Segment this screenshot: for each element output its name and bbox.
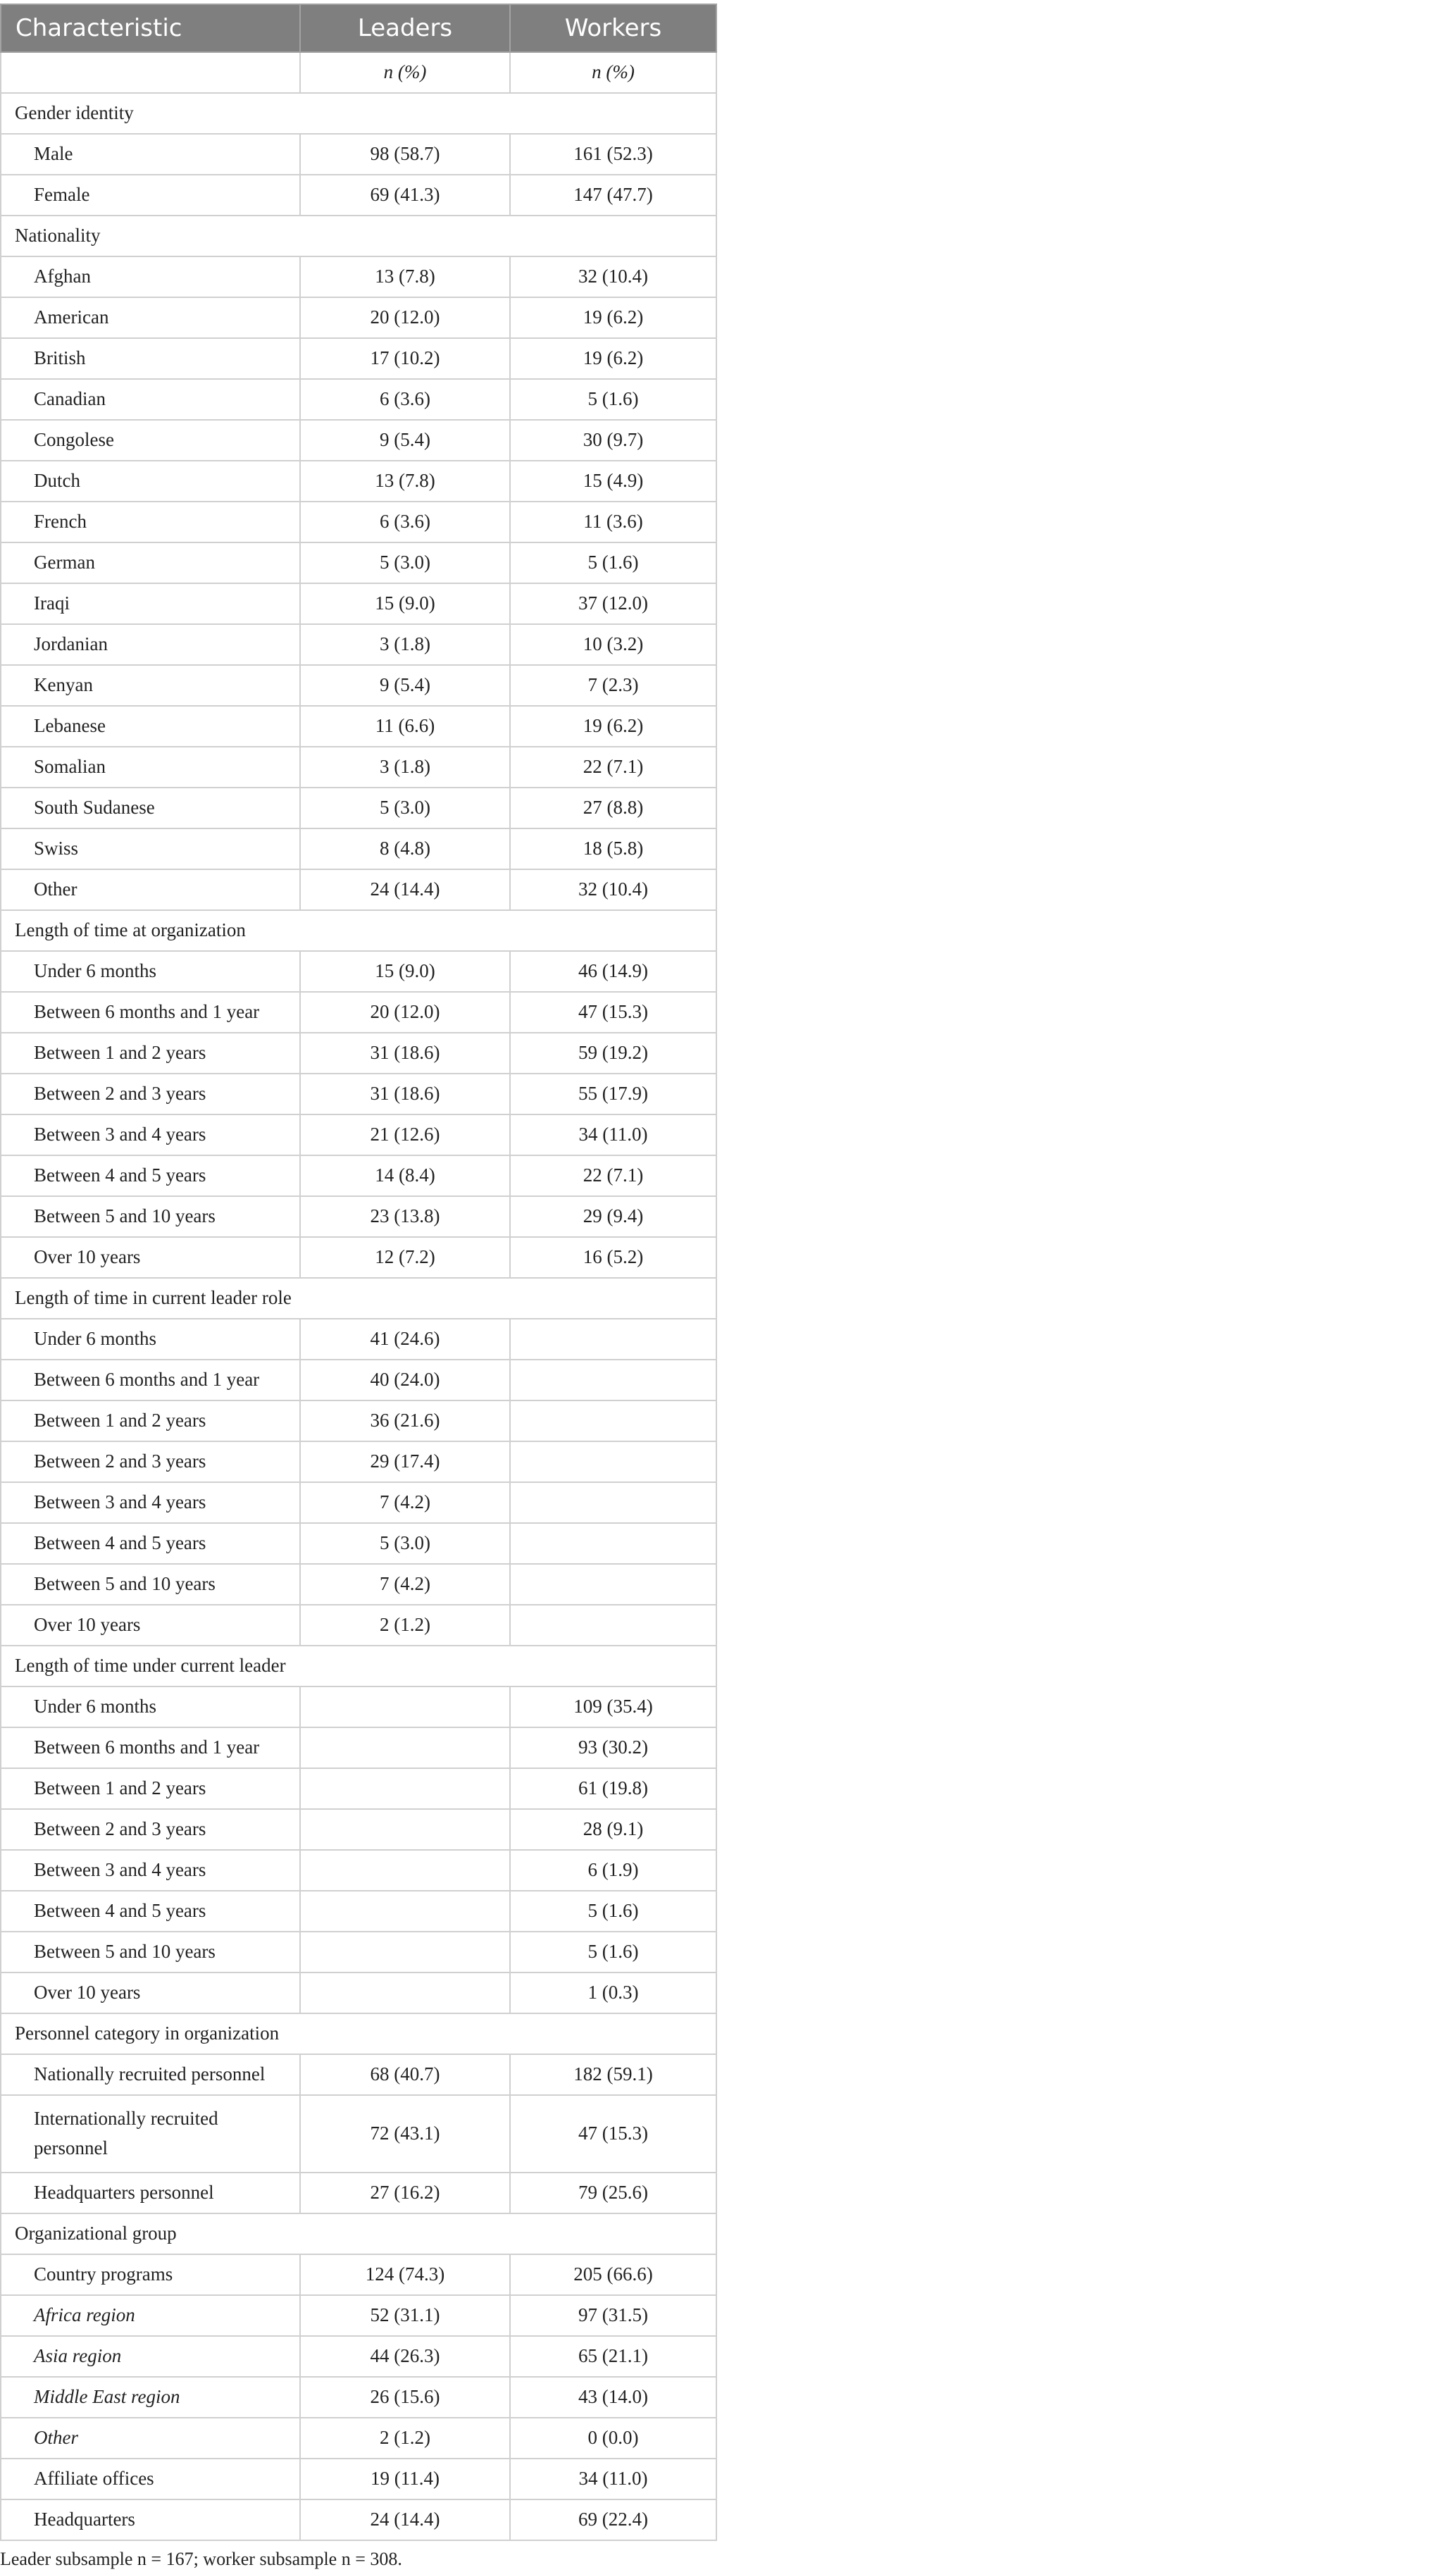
table-row <box>1 256 716 297</box>
row-label: French <box>1 502 300 542</box>
leaders-value: 5 (3.0) <box>300 542 510 583</box>
row-label: Affiliate offices <box>1 2459 300 2499</box>
leaders-value: 7 (4.2) <box>300 1482 510 1523</box>
table-row <box>1 1114 716 1155</box>
table-row <box>1 1605 716 1646</box>
leaders-value: 31 (18.6) <box>300 1074 510 1114</box>
row-label: Between 6 months and 1 year <box>1 1727 300 1768</box>
workers-value <box>510 1564 716 1605</box>
table-row <box>1 1033 716 1074</box>
workers-value: 15 (4.9) <box>510 461 716 502</box>
row-label: German <box>1 542 300 583</box>
table-row <box>1 1564 716 1605</box>
workers-value: 161 (52.3) <box>510 134 716 175</box>
leaders-value: 27 (16.2) <box>300 2173 510 2213</box>
workers-value: 47 (15.3) <box>510 992 716 1033</box>
table-row <box>1 1850 716 1891</box>
row-label: Under 6 months <box>1 1686 300 1727</box>
row-label: Under 6 months <box>1 1319 300 1360</box>
row-label: Somalian <box>1 747 300 788</box>
workers-value: 32 (10.4) <box>510 869 716 910</box>
subheader-leaders: n (%) <box>300 52 510 93</box>
leaders-value: 2 (1.2) <box>300 1605 510 1646</box>
row-label: Jordanian <box>1 624 300 665</box>
section-title: Organizational group <box>1 2213 716 2254</box>
table-row <box>1 1482 716 1523</box>
leaders-value: 3 (1.8) <box>300 624 510 665</box>
workers-value: 5 (1.6) <box>510 379 716 420</box>
leaders-value: 5 (3.0) <box>300 788 510 828</box>
table-row <box>1 2459 716 2499</box>
section-header-row <box>1 2013 716 2054</box>
row-label: Over 10 years <box>1 1237 300 1278</box>
leaders-value: 31 (18.6) <box>300 1033 510 1074</box>
header-leaders: Leaders <box>300 4 510 52</box>
table-row <box>1 1441 716 1482</box>
row-label: Dutch <box>1 461 300 502</box>
table-row <box>1 1973 716 2013</box>
leaders-value: 7 (4.2) <box>300 1564 510 1605</box>
row-label: Between 1 and 2 years <box>1 1768 300 1809</box>
workers-value: 1 (0.3) <box>510 1973 716 2013</box>
workers-value: 19 (6.2) <box>510 338 716 379</box>
row-label: Over 10 years <box>1 1973 300 2013</box>
table-row <box>1 1237 716 1278</box>
table-row <box>1 2095 716 2173</box>
leaders-value <box>300 1850 510 1891</box>
workers-value: 11 (3.6) <box>510 502 716 542</box>
table-row <box>1 624 716 665</box>
table-row <box>1 338 716 379</box>
row-label: Between 2 and 3 years <box>1 1441 300 1482</box>
row-label: Between 6 months and 1 year <box>1 1360 300 1400</box>
row-label: Country programs <box>1 2254 300 2295</box>
subheader-row <box>1 52 716 93</box>
workers-value: 182 (59.1) <box>510 2054 716 2095</box>
demographics-table <box>0 4 717 2541</box>
section-title: Length of time in current leader role <box>1 1278 716 1319</box>
workers-value <box>510 1482 716 1523</box>
leaders-value: 124 (74.3) <box>300 2254 510 2295</box>
workers-value: 18 (5.8) <box>510 828 716 869</box>
workers-value <box>510 1360 716 1400</box>
row-label: Iraqi <box>1 583 300 624</box>
section-header-row <box>1 1278 716 1319</box>
row-label: Kenyan <box>1 665 300 706</box>
leaders-value: 15 (9.0) <box>300 951 510 992</box>
workers-value: 205 (66.6) <box>510 2254 716 2295</box>
row-label: Internationally recruited personnel <box>1 2095 300 2173</box>
table-row <box>1 1196 716 1237</box>
workers-value: 7 (2.3) <box>510 665 716 706</box>
leaders-value: 41 (24.6) <box>300 1319 510 1360</box>
table-header-row <box>1 4 716 52</box>
workers-value: 147 (47.7) <box>510 175 716 216</box>
leaders-value: 13 (7.8) <box>300 256 510 297</box>
row-label: Between 3 and 4 years <box>1 1850 300 1891</box>
section-title: Gender identity <box>1 93 716 134</box>
leaders-value: 24 (14.4) <box>300 2499 510 2540</box>
table-row <box>1 502 716 542</box>
table-row <box>1 665 716 706</box>
table-row <box>1 542 716 583</box>
table-row <box>1 297 716 338</box>
table-row <box>1 1074 716 1114</box>
row-label: Between 1 and 2 years <box>1 1400 300 1441</box>
row-label: Between 4 and 5 years <box>1 1891 300 1932</box>
table-row <box>1 1686 716 1727</box>
row-label: Swiss <box>1 828 300 869</box>
header-workers: Workers <box>510 4 716 52</box>
workers-value: 29 (9.4) <box>510 1196 716 1237</box>
leaders-value: 3 (1.8) <box>300 747 510 788</box>
subheader-empty-cell <box>1 52 300 93</box>
workers-value: 61 (19.8) <box>510 1768 716 1809</box>
table-row <box>1 1809 716 1850</box>
workers-value: 22 (7.1) <box>510 1155 716 1196</box>
table-row <box>1 134 716 175</box>
table-row <box>1 747 716 788</box>
table-body <box>1 52 716 2540</box>
workers-value: 34 (11.0) <box>510 2459 716 2499</box>
row-label: American <box>1 297 300 338</box>
leaders-value: 68 (40.7) <box>300 2054 510 2095</box>
leaders-value: 21 (12.6) <box>300 1114 510 1155</box>
row-label: Afghan <box>1 256 300 297</box>
workers-value: 27 (8.8) <box>510 788 716 828</box>
row-label: Between 3 and 4 years <box>1 1114 300 1155</box>
row-label: Male <box>1 134 300 175</box>
leaders-value: 36 (21.6) <box>300 1400 510 1441</box>
row-label: Over 10 years <box>1 1605 300 1646</box>
table-row <box>1 379 716 420</box>
leaders-value: 44 (26.3) <box>300 2336 510 2377</box>
table-row <box>1 2418 716 2459</box>
workers-value: 5 (1.6) <box>510 1932 716 1973</box>
table-row <box>1 420 716 461</box>
leaders-value <box>300 1809 510 1850</box>
workers-value: 55 (17.9) <box>510 1074 716 1114</box>
leaders-value: 14 (8.4) <box>300 1155 510 1196</box>
table-row <box>1 583 716 624</box>
workers-value: 109 (35.4) <box>510 1686 716 1727</box>
leaders-value: 6 (3.6) <box>300 379 510 420</box>
section-header-row <box>1 93 716 134</box>
leaders-value: 13 (7.8) <box>300 461 510 502</box>
leaders-value: 11 (6.6) <box>300 706 510 747</box>
table-row <box>1 2254 716 2295</box>
leaders-value: 69 (41.3) <box>300 175 510 216</box>
leaders-value <box>300 1686 510 1727</box>
row-label: Asia region <box>1 2336 300 2377</box>
leaders-value: 52 (31.1) <box>300 2295 510 2336</box>
row-label: British <box>1 338 300 379</box>
row-label: Female <box>1 175 300 216</box>
row-label: Between 5 and 10 years <box>1 1564 300 1605</box>
table-row <box>1 1727 716 1768</box>
table-row <box>1 1319 716 1360</box>
leaders-value: 17 (10.2) <box>300 338 510 379</box>
leaders-value: 29 (17.4) <box>300 1441 510 1482</box>
table-row <box>1 175 716 216</box>
table-row <box>1 951 716 992</box>
leaders-value: 9 (5.4) <box>300 420 510 461</box>
workers-value: 16 (5.2) <box>510 1237 716 1278</box>
leaders-value: 23 (13.8) <box>300 1196 510 1237</box>
row-label: Middle East region <box>1 2377 300 2418</box>
leaders-value <box>300 1932 510 1973</box>
workers-value: 22 (7.1) <box>510 747 716 788</box>
workers-value <box>510 1441 716 1482</box>
row-label: Canadian <box>1 379 300 420</box>
leaders-value: 24 (14.4) <box>300 869 510 910</box>
workers-value: 69 (22.4) <box>510 2499 716 2540</box>
workers-value: 32 (10.4) <box>510 256 716 297</box>
leaders-value <box>300 1768 510 1809</box>
row-label: Nationally recruited personnel <box>1 2054 300 2095</box>
table-footnote: Leader subsample n = 167; worker subsample n = 308. <box>0 2549 402 2569</box>
workers-value: 19 (6.2) <box>510 297 716 338</box>
workers-value <box>510 1319 716 1360</box>
table-row <box>1 1932 716 1973</box>
leaders-value: 6 (3.6) <box>300 502 510 542</box>
table-row <box>1 1155 716 1196</box>
table-row <box>1 1360 716 1400</box>
table-row <box>1 461 716 502</box>
workers-value: 97 (31.5) <box>510 2295 716 2336</box>
table-row <box>1 2295 716 2336</box>
leaders-value <box>300 1973 510 2013</box>
workers-value: 43 (14.0) <box>510 2377 716 2418</box>
row-label: Africa region <box>1 2295 300 2336</box>
table-row <box>1 2499 716 2540</box>
leaders-value: 40 (24.0) <box>300 1360 510 1400</box>
section-header-row <box>1 1646 716 1686</box>
leaders-value: 15 (9.0) <box>300 583 510 624</box>
leaders-value: 98 (58.7) <box>300 134 510 175</box>
demographics-table-container <box>0 4 716 2541</box>
workers-value <box>510 1523 716 1564</box>
row-label: Between 6 months and 1 year <box>1 992 300 1033</box>
row-label: Between 2 and 3 years <box>1 1074 300 1114</box>
workers-value: 10 (3.2) <box>510 624 716 665</box>
row-label: Between 1 and 2 years <box>1 1033 300 1074</box>
leaders-value <box>300 1891 510 1932</box>
subheader-workers: n (%) <box>510 52 716 93</box>
leaders-value: 12 (7.2) <box>300 1237 510 1278</box>
leaders-value: 5 (3.0) <box>300 1523 510 1564</box>
workers-value: 47 (15.3) <box>510 2095 716 2173</box>
workers-value: 34 (11.0) <box>510 1114 716 1155</box>
row-label: Between 4 and 5 years <box>1 1155 300 1196</box>
table-row <box>1 828 716 869</box>
row-label: Between 4 and 5 years <box>1 1523 300 1564</box>
row-label: Lebanese <box>1 706 300 747</box>
section-title: Length of time at organization <box>1 910 716 951</box>
table-row <box>1 788 716 828</box>
table-row <box>1 2336 716 2377</box>
row-label: Between 5 and 10 years <box>1 1932 300 1973</box>
section-title: Length of time under current leader <box>1 1646 716 1686</box>
workers-value: 5 (1.6) <box>510 1891 716 1932</box>
table-row <box>1 2173 716 2213</box>
table-row <box>1 992 716 1033</box>
section-header-row <box>1 2213 716 2254</box>
table-row <box>1 869 716 910</box>
leaders-value: 20 (12.0) <box>300 992 510 1033</box>
row-label: South Sudanese <box>1 788 300 828</box>
workers-value: 28 (9.1) <box>510 1809 716 1850</box>
row-label: Congolese <box>1 420 300 461</box>
table-row <box>1 1891 716 1932</box>
table-row <box>1 2054 716 2095</box>
row-label: Under 6 months <box>1 951 300 992</box>
workers-value: 59 (19.2) <box>510 1033 716 1074</box>
workers-value: 6 (1.9) <box>510 1850 716 1891</box>
row-label: Other <box>1 869 300 910</box>
workers-value <box>510 1605 716 1646</box>
table-row <box>1 1400 716 1441</box>
leaders-value: 20 (12.0) <box>300 297 510 338</box>
row-label: Headquarters <box>1 2499 300 2540</box>
row-label: Between 2 and 3 years <box>1 1809 300 1850</box>
row-label: Between 5 and 10 years <box>1 1196 300 1237</box>
header-characteristic: Characteristic <box>1 4 300 52</box>
workers-value: 19 (6.2) <box>510 706 716 747</box>
leaders-value: 26 (15.6) <box>300 2377 510 2418</box>
workers-value <box>510 1400 716 1441</box>
row-label: Headquarters personnel <box>1 2173 300 2213</box>
workers-value: 5 (1.6) <box>510 542 716 583</box>
workers-value: 79 (25.6) <box>510 2173 716 2213</box>
section-header-row <box>1 910 716 951</box>
workers-value: 93 (30.2) <box>510 1727 716 1768</box>
workers-value: 65 (21.1) <box>510 2336 716 2377</box>
leaders-value <box>300 1727 510 1768</box>
leaders-value: 8 (4.8) <box>300 828 510 869</box>
table-row <box>1 706 716 747</box>
table-row <box>1 1523 716 1564</box>
leaders-value: 19 (11.4) <box>300 2459 510 2499</box>
workers-value: 37 (12.0) <box>510 583 716 624</box>
table-row <box>1 2377 716 2418</box>
section-title: Nationality <box>1 216 716 256</box>
leaders-value: 9 (5.4) <box>300 665 510 706</box>
workers-value: 46 (14.9) <box>510 951 716 992</box>
table-row <box>1 1768 716 1809</box>
workers-value: 0 (0.0) <box>510 2418 716 2459</box>
row-label: Other <box>1 2418 300 2459</box>
section-title: Personnel category in organization <box>1 2013 716 2054</box>
section-header-row <box>1 216 716 256</box>
row-label: Between 3 and 4 years <box>1 1482 300 1523</box>
workers-value: 30 (9.7) <box>510 420 716 461</box>
leaders-value: 72 (43.1) <box>300 2095 510 2173</box>
leaders-value: 2 (1.2) <box>300 2418 510 2459</box>
